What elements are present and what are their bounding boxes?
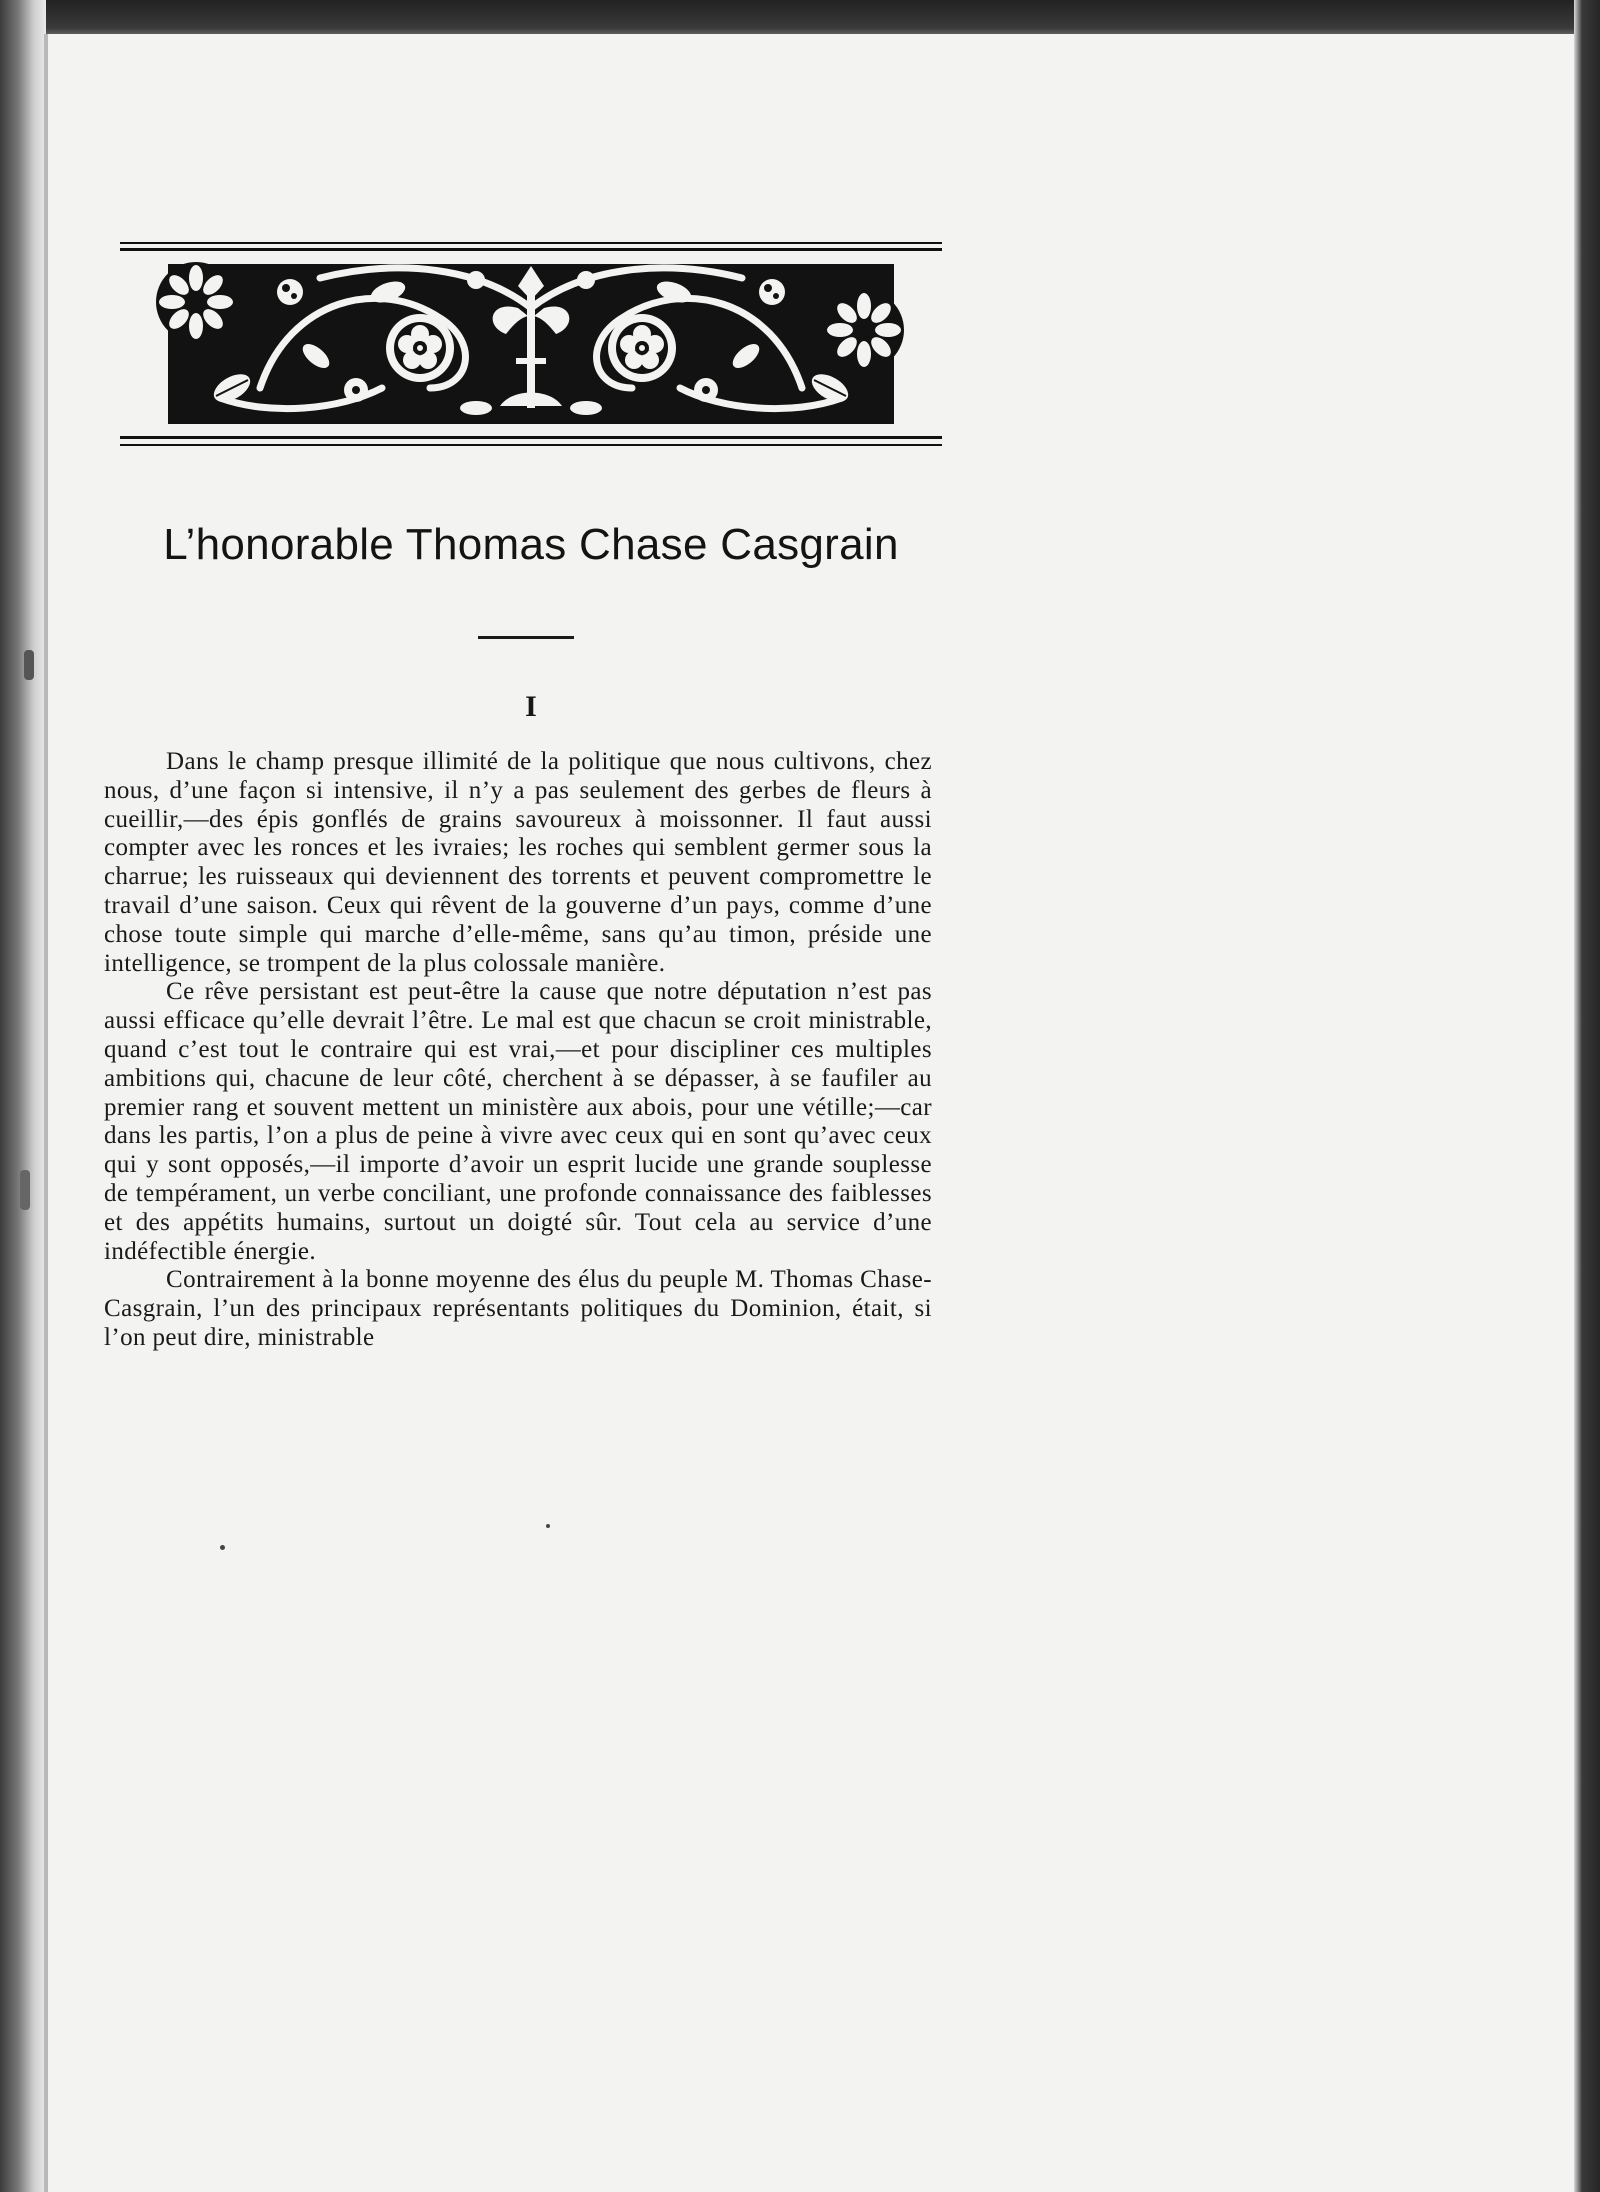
floral-headpiece-ornament xyxy=(120,238,942,456)
paragraph-1: Dans le champ presque illimité de la politique que nous cultivons, chez nous, d’une façon si intensive, il n’y a pas seulement des gerbes de fleurs à cueillir,—des épis gonflés de grains savoureux à moissonner. Il faut aussi compter avec les ronces et les ivraies; les roches qui semblent germer sous la charrue; les ruisseaux qui deviennent des torrents et peuvent compromettre le travail d’une saison. Ceux qui rêvent de la gouverne d’un pays, comme d’une chose toute simple qui marche d’elle-même, sans qu’au timon, préside une intelligence, se trompent de la plus colossale manière. xyxy=(104,748,932,977)
scan-speck xyxy=(24,650,34,680)
scan-speck xyxy=(546,1524,550,1528)
floral-ornament-icon xyxy=(120,238,942,456)
scan-border-right xyxy=(1574,0,1600,2192)
page-gutter-edge xyxy=(44,34,48,2192)
paragraph-3: Contrairement à la bonne moyenne des élus du peuple M. Thomas Chase-Casgrain, l’un des principaux représentants politiques du Dominion, était, si l’on peut dire, ministrable xyxy=(104,1266,932,1351)
scan-border-left xyxy=(0,0,46,2192)
article-title: L’honorable Thomas Chase Casgrain xyxy=(163,520,899,569)
title-divider xyxy=(478,636,574,639)
article-body xyxy=(104,748,932,1353)
scan-border-top xyxy=(0,0,1600,36)
scan-speck xyxy=(220,1545,225,1550)
section-number: I xyxy=(525,690,537,723)
scan-speck xyxy=(20,1170,30,1210)
paragraph-2: Ce rêve persistant est peut-être la cause que notre députation n’est pas aussi efficace qu’elle devrait l’être. Le mal est que chacun se croit ministrable, quand c’est tout le contraire qui est vrai,—et pour discipliner ces multiples ambitions qui, chacune de leur côté, cherchent à se dépasser, à se faufiler au premier rang et souvent mettent un ministère aux abois, pour une vétille;—car dans les partis, l’on a plus de peine à vivre avec ceux qui en sont qu’avec ceux qui y sont opposés,—il importe d’avoir un esprit lucide une grande souplesse de tempérament, un verbe conciliant, une profonde connaissance des faiblesses et des appétits humains, surtout un doigté sûr. Tout cela au service d’une indéfectible énergie. xyxy=(104,978,932,1265)
